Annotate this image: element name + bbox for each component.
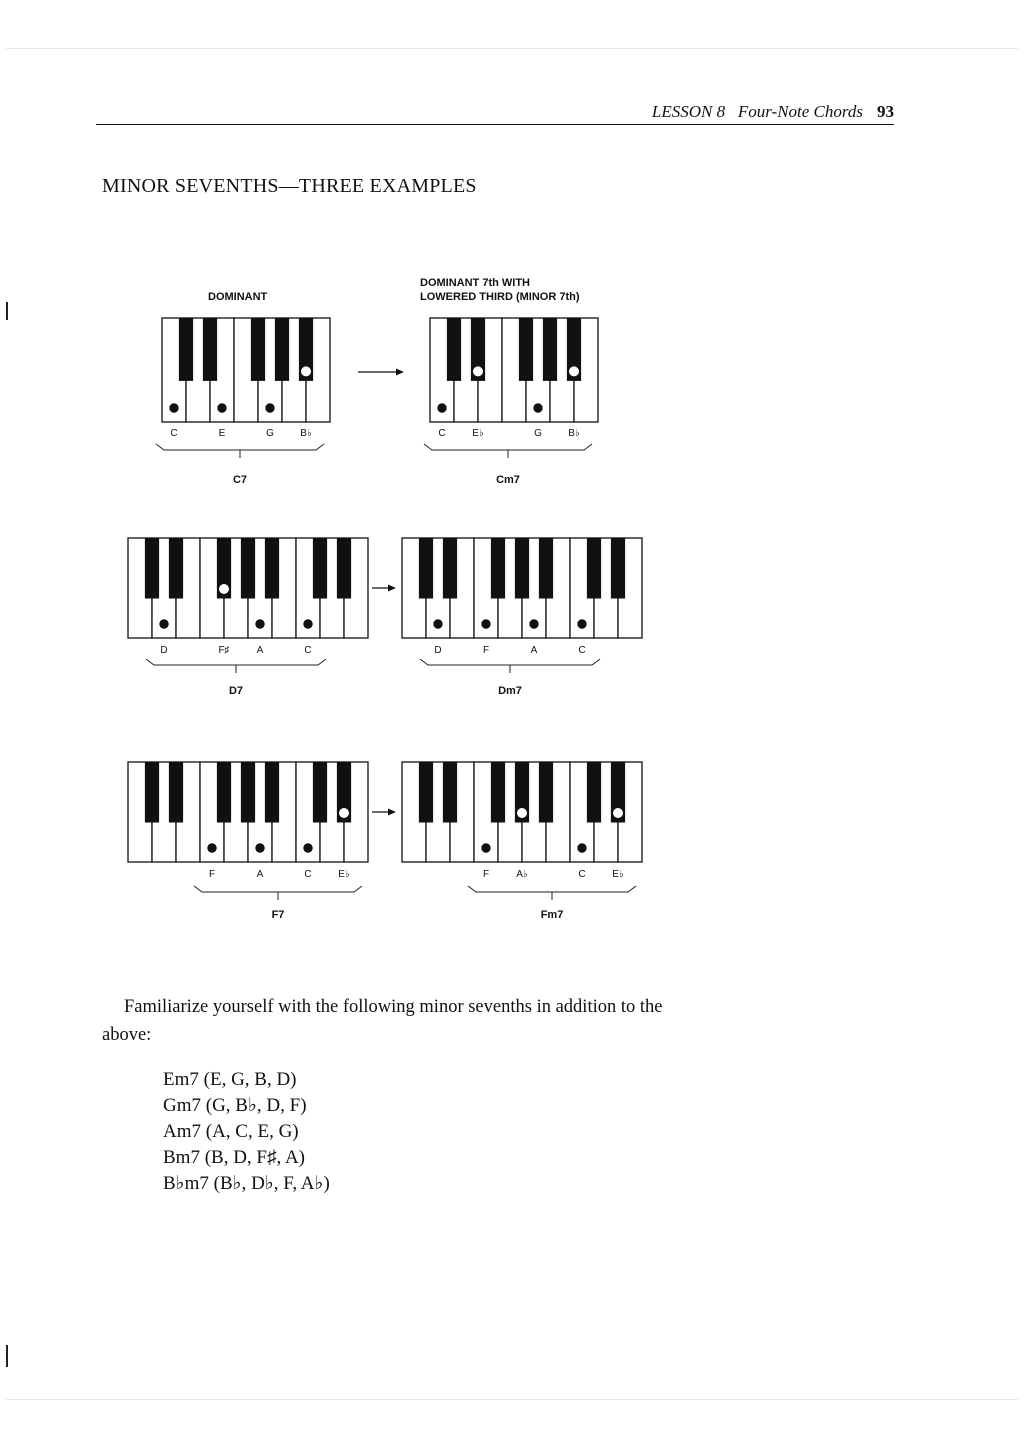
black-key: [265, 538, 278, 598]
black-key: [611, 538, 624, 598]
black-key: [241, 538, 254, 598]
black-key: [515, 538, 528, 598]
chord-name: D7: [228, 685, 244, 697]
piano-keyboard: [128, 538, 368, 638]
pressed-note-dot: [438, 404, 446, 412]
chord-name: Fm7: [540, 909, 564, 921]
pressed-note-dot: [474, 367, 483, 376]
chord-name: Dm7: [498, 685, 522, 697]
black-key: [419, 538, 432, 598]
chord-name: F7: [271, 909, 285, 921]
chord-name: Cm7: [496, 474, 520, 486]
black-key: [217, 762, 230, 822]
lesson-label: LESSON 8: [651, 102, 726, 121]
black-key: [587, 762, 600, 822]
note-label: F: [482, 645, 490, 656]
pressed-note-dot: [256, 844, 264, 852]
chord-list-item: Am7 (A, C, E, G): [163, 1121, 299, 1142]
chord-bracket: [146, 659, 326, 673]
black-key: [519, 318, 532, 380]
note-label: C: [304, 645, 312, 656]
chord-name: C7: [232, 474, 248, 486]
note-label: C: [578, 645, 586, 656]
chord-list: [163, 1067, 330, 1197]
black-key: [265, 762, 278, 822]
note-label: E♭: [338, 869, 350, 880]
note-label: B♭: [300, 428, 312, 439]
note-label: A: [256, 645, 264, 656]
note-label: A: [530, 645, 538, 656]
note-label: F♯: [218, 645, 230, 656]
piano-keyboard: [402, 538, 642, 638]
black-key: [539, 538, 552, 598]
black-key: [203, 318, 216, 380]
note-label: B♭: [568, 428, 580, 439]
note-label: F: [208, 869, 216, 880]
piano-keyboard: [162, 318, 330, 422]
note-label: C: [170, 428, 178, 439]
black-key: [539, 762, 552, 822]
pressed-note-dot: [304, 620, 312, 628]
pressed-note-dot: [530, 620, 538, 628]
black-key: [443, 538, 456, 598]
arrow-head-icon: [388, 585, 396, 592]
chord-list-item: Gm7 (G, B♭, D, F): [163, 1095, 307, 1116]
black-key: [169, 762, 182, 822]
chord-list-item: Bm7 (B, D, F♯, A): [163, 1147, 305, 1168]
pressed-note-dot: [340, 809, 349, 818]
chord-bracket: [156, 444, 324, 458]
black-key: [313, 762, 326, 822]
pressed-note-dot: [578, 620, 586, 628]
pressed-note-dot: [614, 809, 623, 818]
black-key: [443, 762, 456, 822]
black-key: [491, 538, 504, 598]
pressed-note-dot: [482, 620, 490, 628]
note-label: E♭: [612, 869, 624, 880]
pressed-note-dot: [208, 844, 216, 852]
pressed-note-dot: [302, 367, 311, 376]
pressed-note-dot: [518, 809, 527, 818]
note-label: A: [256, 869, 264, 880]
note-label: E♭: [472, 428, 484, 439]
chord-bracket: [468, 886, 636, 900]
pressed-note-dot: [578, 844, 586, 852]
pressed-note-dot: [482, 844, 490, 852]
page-number: 93: [877, 102, 894, 121]
black-key: [145, 538, 158, 598]
black-key: [169, 538, 182, 598]
black-key: [241, 762, 254, 822]
note-label: C: [438, 428, 446, 439]
black-key: [251, 318, 264, 380]
pressed-note-dot: [170, 404, 178, 412]
pressed-note-dot: [256, 620, 264, 628]
pressed-note-dot: [434, 620, 442, 628]
section-title: MINOR SEVENTHS—THREE EXAMPLES: [102, 175, 477, 197]
note-label: C: [304, 869, 312, 880]
black-key: [587, 538, 600, 598]
body-paragraph-text: Familiarize yourself with the following minor sevenths in addition to the above:: [102, 997, 663, 1045]
pressed-note-dot: [266, 404, 274, 412]
pressed-note-dot: [534, 404, 542, 412]
note-label: D: [160, 645, 168, 656]
black-key: [447, 318, 460, 380]
diagram-heading: DOMINANT: [208, 291, 268, 303]
note-label: E: [218, 428, 226, 439]
black-key: [275, 318, 288, 380]
black-key: [179, 318, 192, 380]
diagram-heading: LOWERED THIRD (MINOR 7th): [420, 291, 580, 303]
note-label: F: [482, 869, 490, 880]
note-label: G: [266, 428, 274, 439]
pressed-note-dot: [220, 585, 229, 594]
body-paragraph: [102, 993, 672, 1049]
pressed-note-dot: [218, 404, 226, 412]
chord-bracket: [424, 444, 592, 458]
note-label: D: [434, 645, 442, 656]
piano-keyboard: [402, 762, 642, 862]
chord-bracket: [194, 886, 362, 900]
black-key: [313, 538, 326, 598]
pressed-note-dot: [160, 620, 168, 628]
black-key: [145, 762, 158, 822]
black-key: [543, 318, 556, 380]
chord-list-item: B♭m7 (B♭, D♭, F, A♭): [163, 1173, 330, 1194]
note-label: G: [534, 428, 542, 439]
black-key: [337, 538, 350, 598]
pressed-note-dot: [304, 844, 312, 852]
diagram-heading: DOMINANT 7th WITH: [420, 277, 530, 289]
note-label: C: [578, 869, 586, 880]
piano-keyboard: [128, 762, 368, 862]
chord-list-item: Em7 (E, G, B, D): [163, 1069, 297, 1090]
pressed-note-dot: [570, 367, 579, 376]
chapter-title: Four-Note Chords: [737, 102, 863, 121]
black-key: [419, 762, 432, 822]
note-label: A♭: [516, 869, 528, 880]
piano-keyboard: [430, 318, 598, 422]
arrow-head-icon: [396, 369, 404, 376]
chord-bracket: [420, 659, 600, 673]
arrow-head-icon: [388, 809, 396, 816]
black-key: [491, 762, 504, 822]
